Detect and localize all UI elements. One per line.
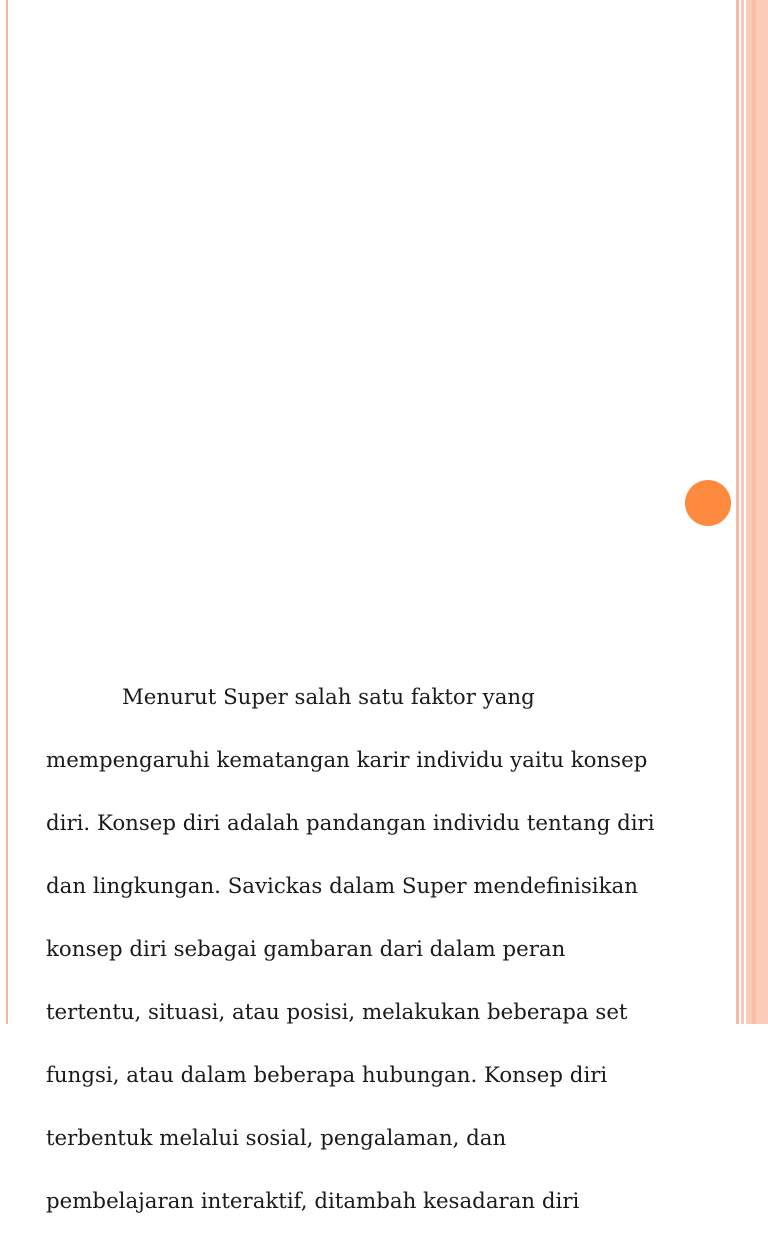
right-decor-stripe (741, 0, 744, 1024)
paragraph-line: tertentu, situasi, atau posisi, melakukan beberapa set (46, 999, 628, 1025)
left-frame-line (6, 0, 8, 1024)
paragraph-line: terbentuk melalui sosial, pengalaman, dan (46, 1125, 507, 1151)
paragraph-line: diri. Konsep diri adalah pandangan individu tentang diri (46, 810, 655, 836)
right-decor-stripe (752, 0, 756, 1024)
paragraph-line: fungsi, atau dalam beberapa hubungan. Konsep diri (46, 1062, 608, 1088)
accent-circle-icon (685, 480, 731, 526)
paragraph-line: mempengaruhi kematangan karir individu yaitu konsep (46, 747, 648, 773)
paragraph-line: dan lingkungan. Savickas dalam Super mendefinisikan (46, 873, 638, 899)
body-paragraph (46, 650, 736, 1249)
right-decor-band (746, 0, 768, 1024)
paragraph-line: konsep diri sebagai gambaran dari dalam peran (46, 936, 566, 962)
right-decor-stripe (736, 0, 739, 1024)
paragraph-line: Menurut Super salah satu faktor yang (122, 684, 535, 710)
paragraph-line: pembelajaran interaktif, ditambah kesadaran diri (46, 1188, 580, 1214)
